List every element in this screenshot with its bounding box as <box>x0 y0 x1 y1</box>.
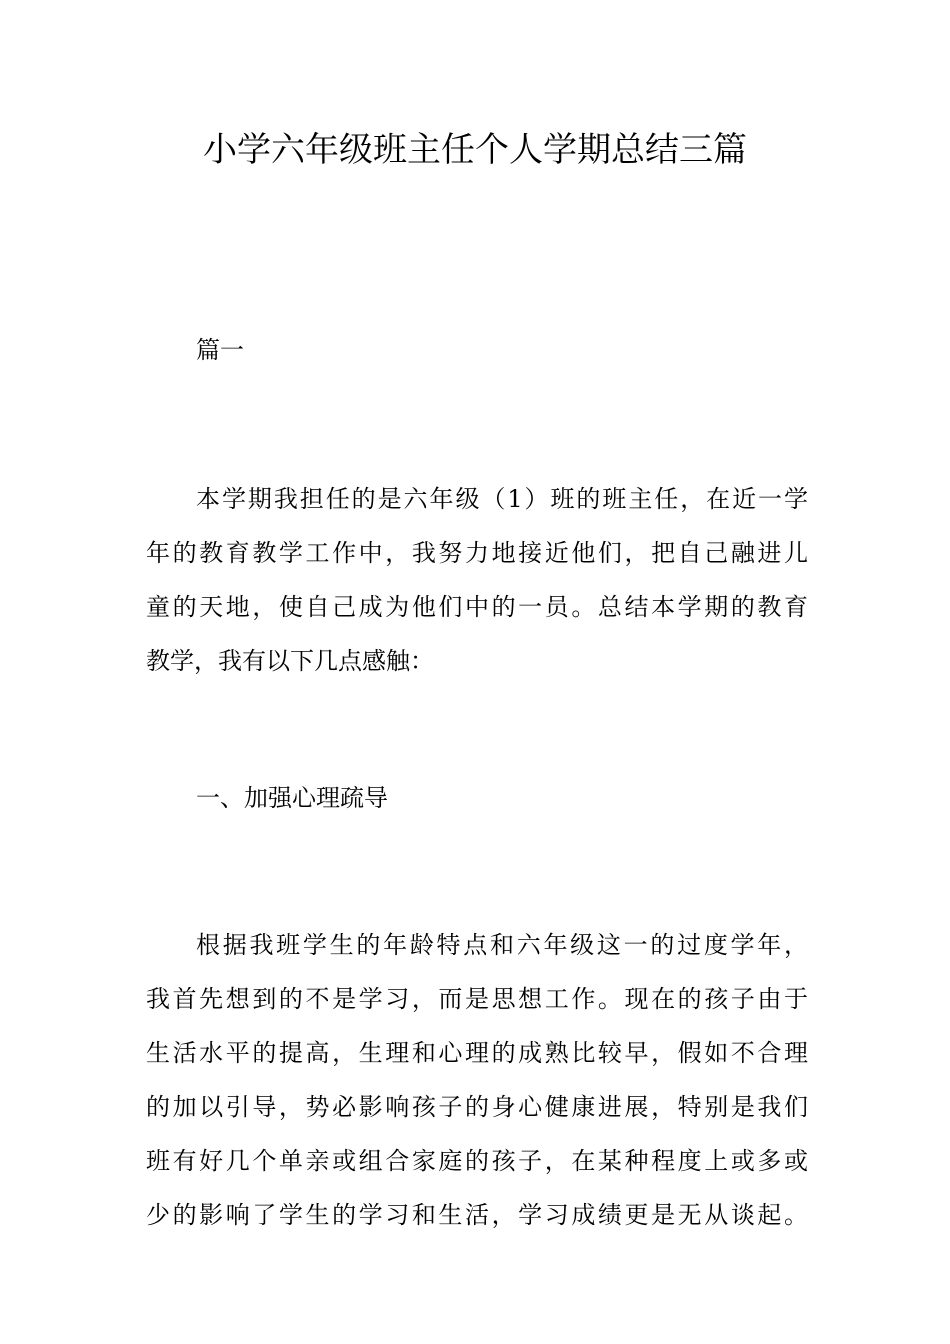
intro-paragraph <box>146 472 808 688</box>
body-paragraph <box>146 918 808 1242</box>
document-title: 小学六年级班主任个人学期总结三篇 <box>203 130 747 170</box>
paragraph-line: 根据我班学生的年龄特点和六年级这一的过度学年， <box>196 931 808 959</box>
paragraph-line: 本学期我担任的是六年级（1）班的班主任，在近一学 <box>196 485 808 513</box>
section-heading: 一、加强心理疏导 <box>196 784 388 812</box>
paragraph-line: 的加以引导，势必影响孩子的身心健康进展，特别是我们 <box>146 1093 808 1121</box>
paragraph-line: 少的影响了学生的学习和生活，学习成绩更是无从谈起。 <box>146 1201 808 1229</box>
paragraph-line: 年的教育教学工作中，我努力地接近他们，把自己融进儿 <box>146 539 808 567</box>
paragraph-line: 班有好几个单亲或组合家庭的孩子，在某种程度上或多或 <box>146 1147 808 1175</box>
paragraph-line: 教学，我有以下几点感触： <box>146 647 434 675</box>
paragraph-line: 童的天地，使自己成为他们中的一员。总结本学期的教育 <box>146 593 808 621</box>
part-label: 篇一 <box>196 336 244 364</box>
paragraph-line: 我首先想到的不是学习，而是思想工作。现在的孩子由于 <box>146 985 808 1013</box>
paragraph-line: 生活水平的提高，生理和心理的成熟比较早，假如不合理 <box>146 1039 808 1067</box>
